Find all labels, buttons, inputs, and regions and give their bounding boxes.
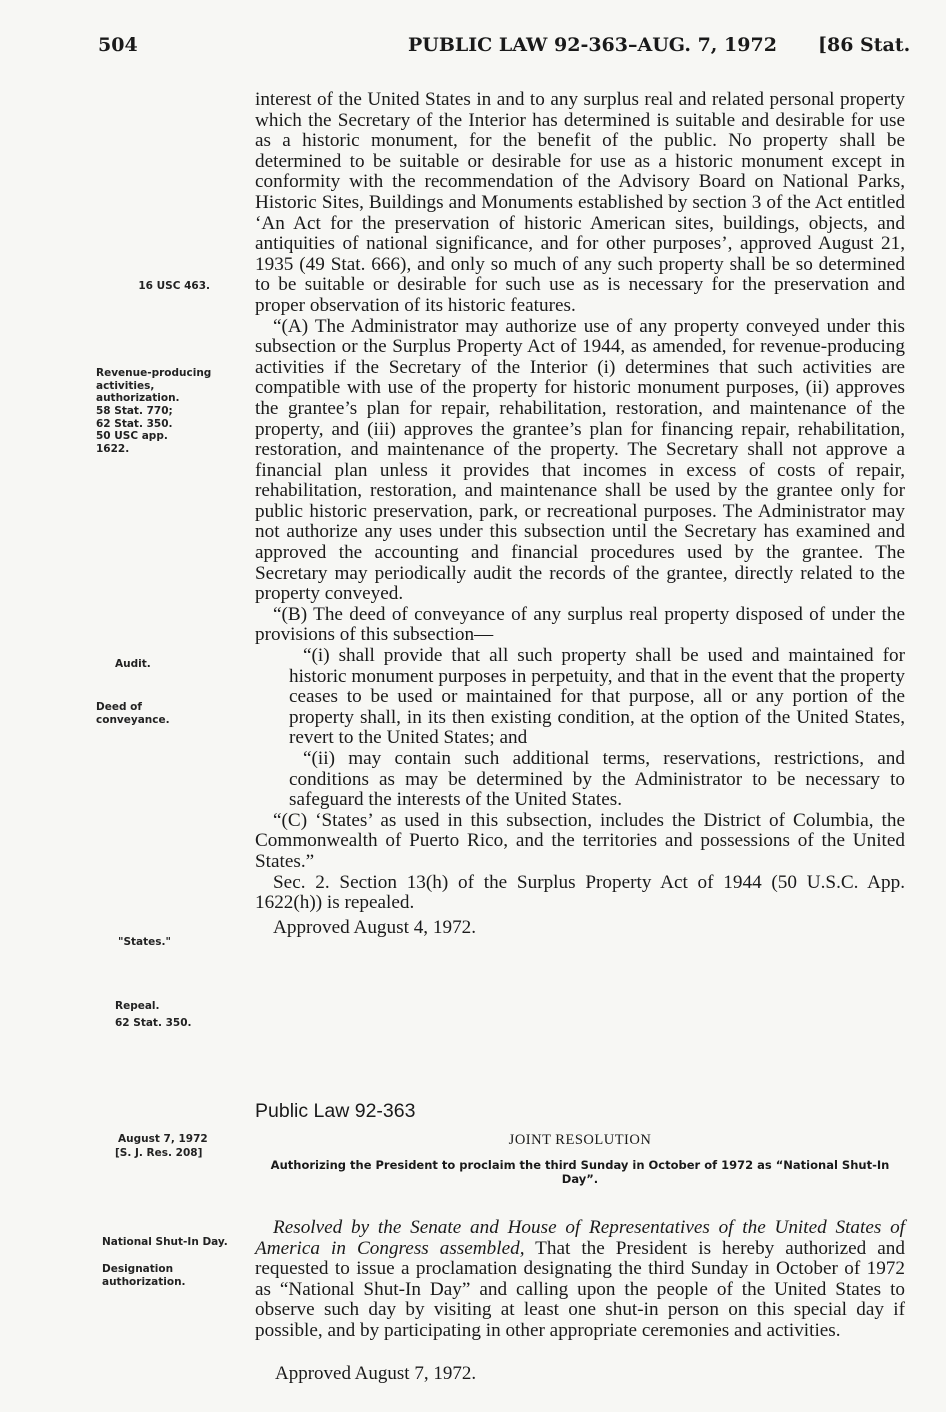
margin-note-revenue: Revenue-producing activities, authorization. [96, 367, 212, 404]
margin-note-repeal-ref: 62 Stat. 350. [115, 1017, 192, 1029]
paragraph-historic-monument: interest of the United States in and to any surplus real and related personal property which the Secretary of the Interior has determined is suitable and desirable for use as a historic monument, for the benefit of the public. No property shall be determined to be suitable or desirable for use as a historic monument except in conformity with the recommendation of the Advisory Board on National Parks, Historic Sites, Buildings and Monuments established by section 3 of the Act entitled ‘An Act for the preservation of historic American sites, buildings, objects, and antiquities of national significance, and for other purposes’, approved August 21, 1935 (49 Stat. 666), and only so much of any such property shall be so determined to be suitable or desirable for such use as is necessary for the preservation and proper observation of its historic features. [255, 89, 905, 316]
resolution-enacting-clause: Resolved by the Senate and House of Representatives of the United States of America in Congress assembled, [255, 1217, 905, 1259]
page-number: 504 [98, 34, 138, 56]
margin-note-revenue-refs: 58 Stat. 770; 62 Stat. 350. 50 USC app. 1622. [96, 405, 173, 455]
margin-note-shutin: National Shut-In Day. [102, 1236, 228, 1248]
section-2: Sec. 2. Section 13(h) of the Surplus Property Act of 1944 (50 U.S.C. App. 1622(h)) is repealed. [255, 871, 905, 914]
paragraph-b-ii: “(ii) may contain such additional terms, reservations, restrictions, and conditions as may be determined by the Administrator to be necessary to safeguard the interests of the United States. [289, 748, 905, 811]
paragraph-b-i: “(i) shall provide that all such property shall be used and maintained for historic monument purposes in perpetuity, and that in the event that the property ceases to be used or maintained for that purpose, all or any portion of the property shall, in its then existing condition, at the option of the United States, revert to the United States; and [289, 645, 905, 749]
amendment-text [255, 90, 905, 938]
margin-note-usc463: 16 USC 463. [138, 280, 210, 292]
margin-note-deed: Deed of conveyance. [96, 701, 170, 726]
resolution-paragraph [255, 1218, 905, 1342]
approved-date-1: Approved August 4, 1972. [273, 916, 477, 938]
margin-note-sjres: [S. J. Res. 208] [115, 1147, 203, 1159]
running-title: PUBLIC LAW 92-363–AUG. 7, 1972 [408, 34, 777, 56]
resolution-text [255, 1218, 905, 1342]
margin-note-date: August 7, 1972 [118, 1133, 208, 1145]
joint-resolution-title: JOINT RESOLUTION [508, 1132, 652, 1148]
margin-note-designation: Designation authorization. [102, 1263, 186, 1288]
margin-note-states: "States." [118, 936, 171, 948]
joint-resolution-description: Authorizing the President to proclaim the third Sunday in October of 1972 as “National Shut-In Day”. [270, 1158, 890, 1186]
approved-date-2: Approved August 7, 1972. [275, 1363, 477, 1384]
paragraph-c: “(C) ‘States’ as used in this subsection, includes the District of Columbia, the Commonwealth of Puerto Rico, and the territories and possessions of the United States.” [255, 809, 905, 872]
margin-note-audit: Audit. [115, 658, 151, 670]
paragraph-a: “(A) The Administrator may authorize use of any property conveyed under this subsection or the Surplus Property Act of 1944, as amended, for revenue-producing activities if the Secretary of the Interior (i) determines that such activities are compatible with use of the property for historic monument purposes, (ii) approves the grantee’s plan for repair, rehabilitation, restoration, and maintenance of the property, and (iii) approves the grantee’s plan for financing repair, rehabilitation, restoration, and maintenance of the property. The Secretary shall not approve a financial plan unless it provides that incomes in excess of costs of repair, rehabilitation, restoration, and maintenance shall be used by the grantee only for public historic preservation, park, or recreational purposes. The Administrator may not authorize any uses under this subsection until the Secretary has examined and approved the accounting and financial procedures used by the grantee. The Secretary may periodically audit the records of the grantee, directly related to the property conveyed. [255, 315, 905, 605]
paragraph-b: “(B) The deed of conveyance of any surplus real property disposed of under the provisions of this subsection— [255, 603, 905, 646]
resolution-body: That the President is hereby authorized and requested to issue a proclamation designating the third Sunday in October of 1972 as “National Shut-In Day” and calling upon the people of the United States to observe such day by visiting at least one shut-in person on this special day if possible, and by participating in other appropriate ceremonies and activities. [255, 1237, 905, 1341]
margin-note-repeal: Repeal. [115, 1000, 160, 1012]
statute-reference: [86 Stat. [818, 34, 911, 56]
public-law-heading: Public Law 92-363 [255, 1100, 416, 1122]
